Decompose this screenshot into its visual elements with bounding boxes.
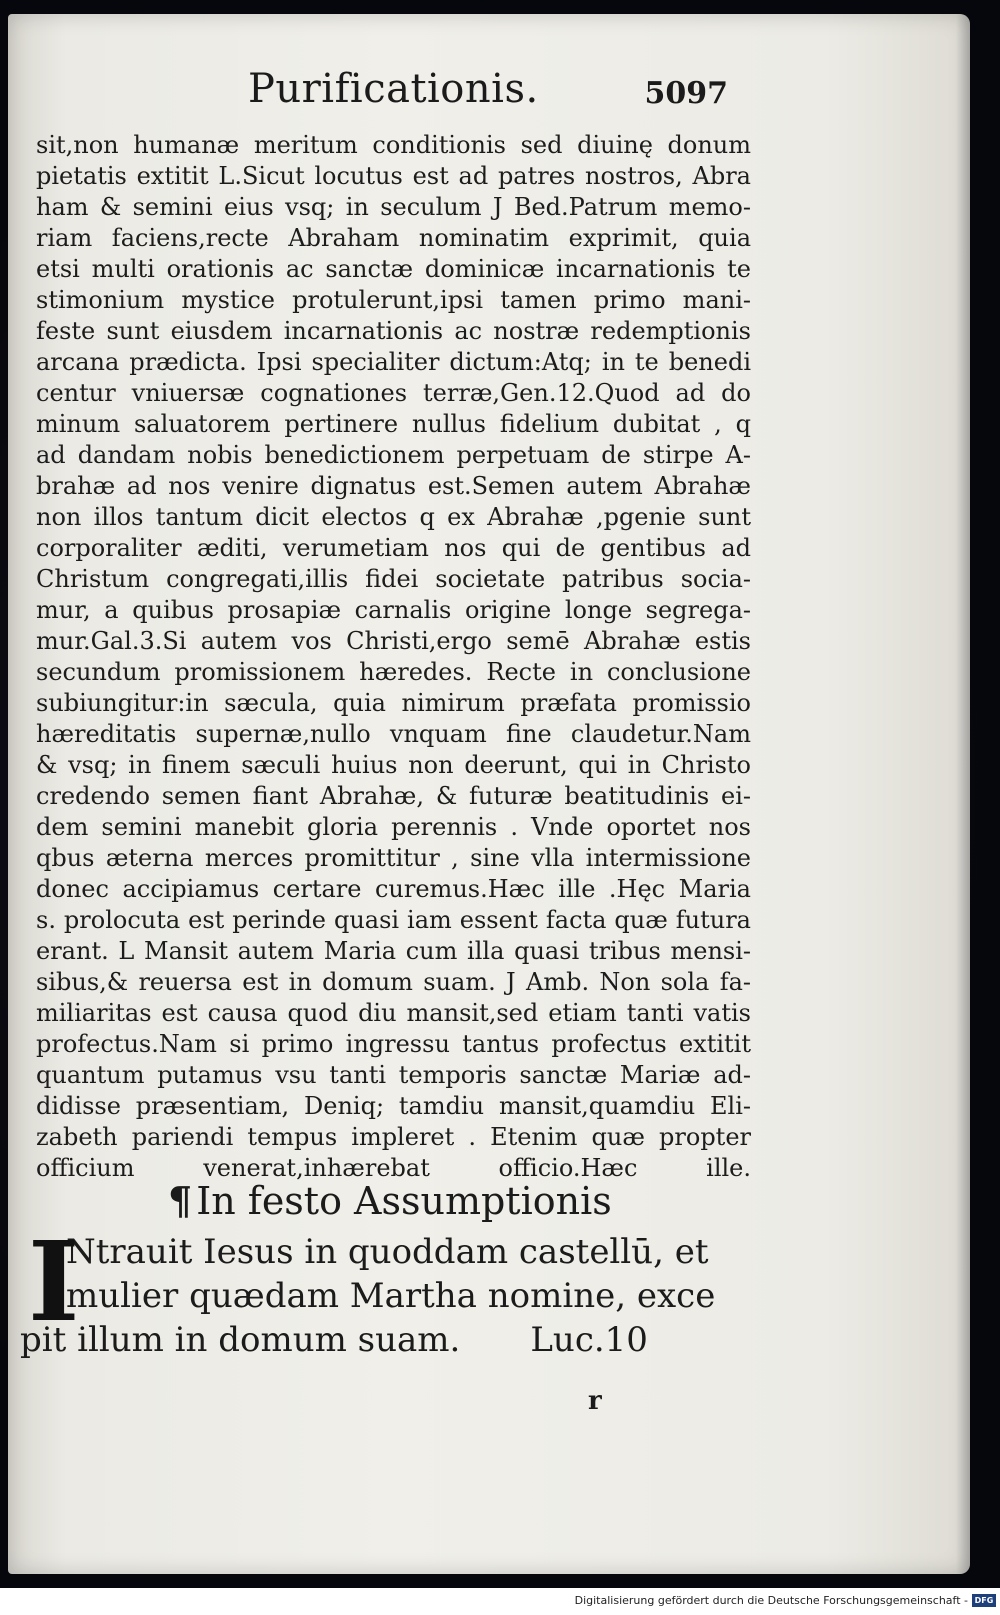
drop-cap-initial: I (28, 1217, 80, 1346)
text-line: arcana prædicta. Ipsi specialiter dictum:Atq; in te benedi (36, 348, 751, 376)
text-line: Christum congregati,illis fidei societate patribus socia- (36, 565, 751, 593)
text-line: sit,non humanæ meritum conditionis sed diuinę donum (36, 131, 751, 159)
folio-number: 5097 (644, 76, 728, 111)
text-line: minum saluatorem pertinere nullus fidelium dubitat , q (36, 410, 751, 438)
gospel-lection (20, 1217, 720, 1362)
lection-line: Ntrauit Iesus in quoddam castellū, et (66, 1232, 709, 1272)
page-header (248, 60, 728, 130)
lection-line: mulier quædam Martha nomine, exce (66, 1276, 716, 1316)
text-line: non illos tantum dicit electos q ex Abrahæ ,pgenie sunt (36, 503, 751, 531)
text-line: miliaritas est causa quod diu mansit,sed etiam tanti vatis (36, 999, 751, 1027)
text-line: riam faciens,recte Abraham nominatim exprimit, quia (36, 224, 751, 252)
text-line: dem semini manebit gloria perennis . Vnde oportet nos (36, 813, 751, 841)
text-line: erant. L Mansit autem Maria cum illa quasi tribus mensi- (36, 937, 751, 965)
text-line: zabeth pariendi tempus impleret . Etenim quæ propter (36, 1123, 751, 1151)
text-line: donec accipiamus certare curemus.Hæc ille .Hęc Maria (36, 875, 751, 903)
text-line: subiungitur:in sæcula, quia nimirum præfata promissio (36, 689, 751, 717)
text-line: feste sunt eiusdem incarnationis ac nostræ redemptionis (36, 317, 751, 345)
text-line: pietatis extitit L.Sicut locutus est ad patres nostros, Abra (36, 162, 751, 190)
body-text (36, 130, 751, 1184)
text-line: secundum promissionem hæredes. Recte in conclusione (36, 658, 751, 686)
pilcrow-mark: ¶ (168, 1178, 193, 1223)
book-page (8, 14, 970, 1574)
text-line: etsi multi orationis ac sanctæ dominicæ incarnationis te (36, 255, 751, 283)
running-head: Purificationis. (248, 66, 539, 112)
text-line: didisse præsentiam, Deniq; tamdiu mansit,quamdiu Eli- (36, 1092, 751, 1120)
text-line: centur vniuersæ cognationes terræ,Gen.12.Quod ad do (36, 379, 751, 407)
scripture-reference: Luc.10 (530, 1320, 648, 1360)
text-line: quantum putamus vsu tanti temporis sanctæ Mariæ ad- (36, 1061, 751, 1089)
text-line: ham & semini eius vsq; in seculum J Bed.Patrum memo- (36, 193, 751, 221)
text-line: stimonium mystice protulerunt,ipsi tamen primo mani- (36, 286, 751, 314)
text-line: s. prolocuta est perinde quasi iam essent facta quæ futura (36, 906, 751, 934)
text-line: & vsq; in finem sæculi huius non deerunt, qui in Christo (36, 751, 751, 779)
section-heading (168, 1178, 612, 1223)
lection-line-text: pit illum in domum suam. (20, 1320, 461, 1360)
text-line: profectus.Nam si primo ingressu tantus profectus extitit (36, 1030, 751, 1058)
text-line: mur.Gal.3.Si autem vos Christi,ergo semē Abrahæ estis (36, 627, 751, 655)
text-line: credendo semen fiant Abrahæ, & futuræ beatitudinis ei- (36, 782, 751, 810)
lection-line-last (20, 1318, 720, 1362)
dfg-logo: DFG (972, 1594, 996, 1607)
section-heading-text: In festo Assumptionis (196, 1179, 612, 1223)
text-line: mur, a quibus prosapiæ carnalis origine longe segrega- (36, 596, 751, 624)
funding-credit: Digitalisierung gefördert durch die Deutsche Forschungsgemeinschaft - (574, 1594, 968, 1607)
text-line: hæreditatis supernæ,nullo vnquam fine claudetur.Nam (36, 720, 751, 748)
digitization-footer (0, 1588, 1000, 1615)
text-line: corporaliter æditi, verumetiam nos qui de gentibus ad (36, 534, 751, 562)
text-line: ad dandam nobis benedictionem perpetuam de stirpe A- (36, 441, 751, 469)
signature-mark: r (588, 1386, 602, 1416)
text-line: qbus æterna merces promittitur , sine vlla intermissione (36, 844, 751, 872)
text-line: officium venerat,inhærebat officio.Hæc ille. (36, 1154, 751, 1182)
text-line: brahæ ad nos venire dignatus est.Semen autem Abrahæ (36, 472, 751, 500)
text-line: sibus,& reuersa est in domum suam. J Amb. Non sola fa- (36, 968, 751, 996)
